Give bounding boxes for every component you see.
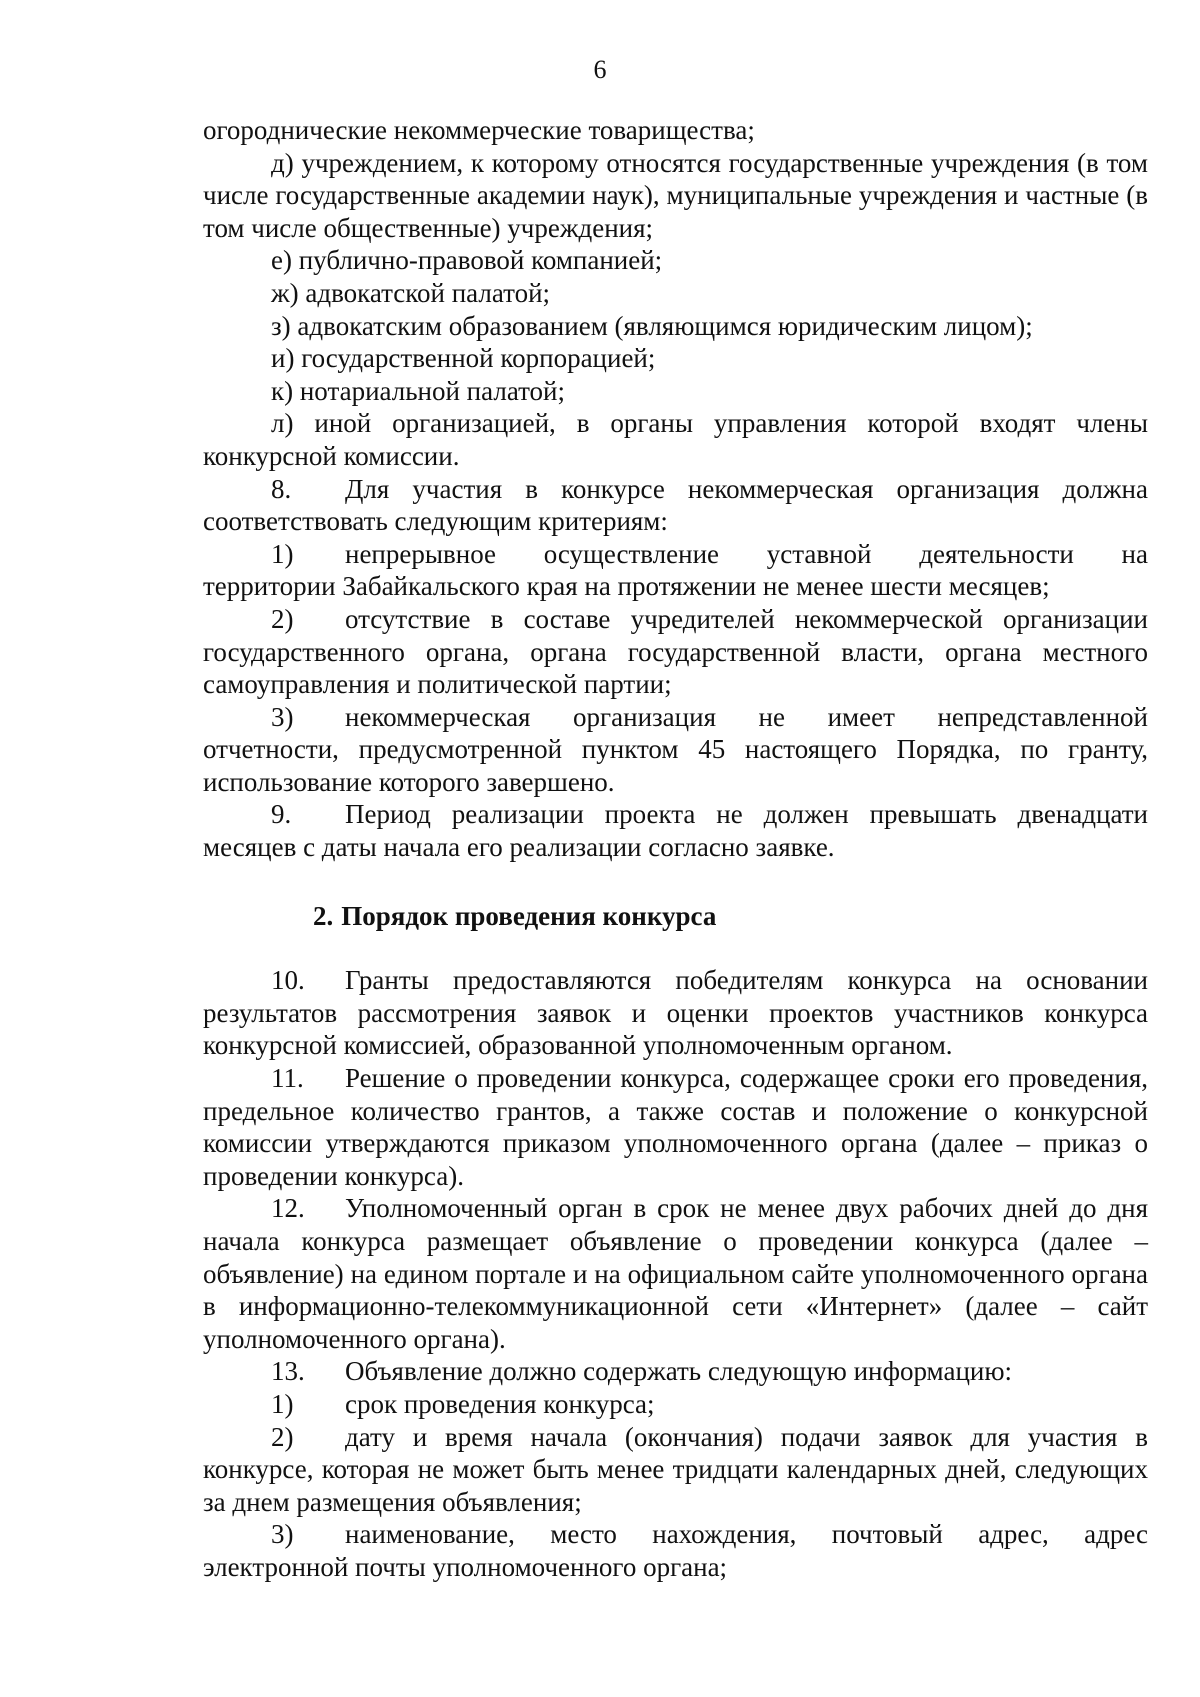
clause-13 [203, 1355, 1148, 1388]
criterion-1-line1 [203, 538, 1148, 571]
clause-text: Гранты предоставляются победителям конкурса на основании результатов рассмотрения заявок и оценки проектов участников конкурса конкурсной комиссией, образованной уполномоченным органом. [203, 965, 1148, 1061]
clause-text: Уполномоченный орган в срок не менее двух рабочих дней до дня начала конкурса размещает объявление о проведении конкурса (далее – объявление) на едином портале и на официальном сайте уполномоченного органа в информационно-телекоммуникационной сети «Интернет» (далее – сайт уполномоченного органа). [203, 1193, 1148, 1354]
criterion-1-line2: территории Забайкальского края на протяжении не менее шести месяцев; [203, 571, 1050, 602]
clause-10 [203, 964, 1148, 1062]
section-title: Порядок проведения конкурса [341, 900, 717, 931]
clause-number: 13. [271, 1356, 305, 1387]
item-text: дату и время начала (окончания) подачи заявок для участия в конкурсе, которая не может быть менее тридцати календарных дней, следующих за днем размещения объявления; [203, 1421, 1148, 1517]
item-number: 1) [271, 538, 294, 569]
section-heading [203, 900, 1148, 933]
clause-12 [203, 1192, 1148, 1355]
list-item-k: к) нотариальной палатой; [271, 375, 565, 406]
clause-number: 11. [271, 1063, 304, 1094]
criterion-3-rest: отчетности, предусмотренной пунктом 45 настоящего Порядка, по гранту, использование которого завершено. [203, 734, 1148, 797]
item-number: 3) [271, 701, 294, 732]
list-item-l: л) иной организацией, в органы управления которой входят члены конкурсной комиссии. [203, 408, 1148, 471]
clause-text: Решение о проведении конкурса, содержащее сроки его проведения, предельное количество грантов, а также состав и положение о конкурсной комиссии утверждаются приказом уполномоченного органа (далее – приказ о проведении конкурса). [203, 1063, 1148, 1191]
paragraph: огороднические некоммерческие товарищества; [203, 115, 755, 145]
clause-text: Объявление должно содержать следующую информацию: [345, 1356, 1013, 1387]
list-item-z: з) адвокатским образованием (являющимся юридическим лицом); [271, 310, 1033, 341]
item-text: отсутствие в составе учредителей некоммерческой организации государственного органа, органа государственной власти, органа местного самоуправления и политической партии; [203, 603, 1148, 700]
info-item-2 [203, 1421, 1148, 1519]
clause-number: 12. [271, 1193, 305, 1224]
info-item-1 [203, 1388, 1148, 1421]
item-text: непрерывное осуществление уставной деятельности на [345, 538, 1148, 569]
list-item-zh: ж) адвокатской палатой; [271, 277, 551, 308]
item-number: 2) [271, 603, 294, 634]
list-item-e: е) публично-правовой компанией; [271, 245, 663, 276]
clause-9 [203, 798, 1148, 863]
info-item-3-line2: электронной почты уполномоченного органа; [203, 1551, 728, 1582]
clause-number: 8. [271, 473, 292, 504]
item-text: наименование, место нахождения, почтовый адрес, адрес [345, 1519, 1148, 1550]
item-text: некоммерческая организация не имеет непредставленной [345, 701, 1148, 732]
section-number: 2. [313, 900, 334, 931]
document-body [203, 114, 1148, 1584]
list-item-i: и) государственной корпорацией; [271, 343, 656, 374]
item-number: 1) [271, 1388, 294, 1419]
page-number: 6 [593, 55, 607, 84]
clause-8 [203, 473, 1148, 538]
criterion-3-line1 [203, 701, 1148, 734]
clause-number: 10. [271, 965, 305, 996]
criterion-2 [203, 603, 1148, 701]
clause-11 [203, 1062, 1148, 1192]
item-number: 3) [271, 1519, 294, 1550]
clause-text: Период реализации проекта не должен превышать двенадцати месяцев с даты начала его реализации согласно заявке. [203, 799, 1148, 863]
item-number: 2) [271, 1421, 294, 1452]
clause-text: Для участия в конкурсе некоммерческая организация должна соответствовать следующим критериям: [203, 473, 1148, 537]
list-item-d: д) учреждением, к которому относятся государственные учреждения (в том числе государственные академии наук), муниципальные учреждения и частные (в том числе общественные) учреждения; [203, 147, 1148, 243]
info-item-3-line1 [203, 1518, 1148, 1551]
item-text: срок проведения конкурса; [345, 1388, 655, 1419]
clause-number: 9. [271, 799, 292, 830]
